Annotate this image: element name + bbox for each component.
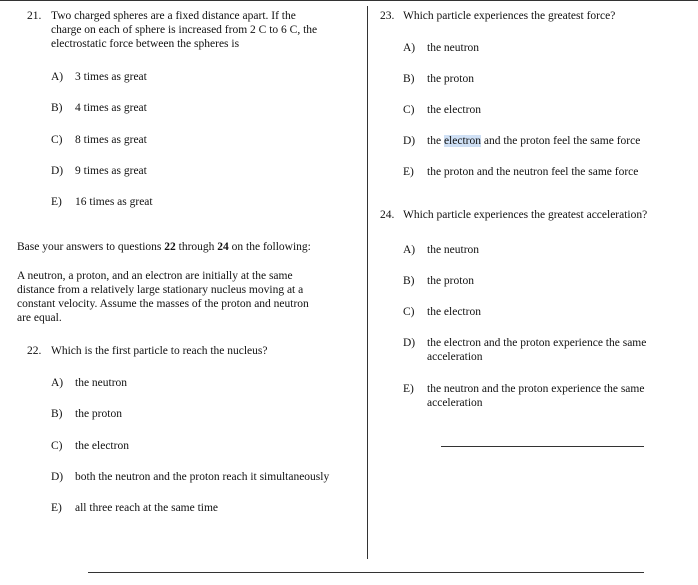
bottom-rule <box>88 572 644 573</box>
option-c[interactable]: C) the electron <box>403 306 481 318</box>
question-text: Which is the first particle to reach the nucleus? <box>51 345 268 357</box>
question-number: 22. <box>27 345 42 357</box>
question-text: Which particle experiences the greatest force? <box>403 10 616 22</box>
answer-rule <box>441 446 644 447</box>
option-c[interactable]: C) the electron <box>51 440 129 452</box>
option-e[interactable]: E) the proton and the neutron feel the same force <box>403 166 639 178</box>
selected-text-highlight[interactable]: electron <box>443 135 481 147</box>
passage-text <box>17 269 309 325</box>
option-c[interactable]: C) 8 times as great <box>51 134 147 146</box>
question-line: Two charged spheres are a fixed distance apart. If the <box>51 10 296 22</box>
option-a[interactable]: A) the neutron <box>403 42 480 54</box>
option-e[interactable]: E) all three reach at the same time <box>51 502 219 514</box>
passage-line: constant velocity. Assume the masses of the proton and neutron <box>17 298 309 310</box>
question-number: 23. <box>380 10 395 22</box>
question-text: Which particle experiences the greatest acceleration? <box>403 209 648 221</box>
question-line: electrostatic force between the spheres is <box>51 38 240 50</box>
option-d[interactable]: D) the electron and the proton feel the same force <box>403 135 641 147</box>
passage-line: are equal. <box>17 312 62 324</box>
option-d[interactable]: D) the electron and the proton experience the same acceleration <box>403 337 647 363</box>
top-rule <box>0 0 698 1</box>
option-e[interactable]: E) 16 times as great <box>51 196 153 208</box>
option-a[interactable]: A) the neutron <box>403 244 480 256</box>
question-number: 21. <box>27 10 42 22</box>
question-line: charge on each of sphere is increased from 2 C to 6 C, the <box>51 24 318 36</box>
passage-line: distance from a relatively large stationary nucleus moving at a <box>17 284 304 296</box>
passage-intro: Base your answers to questions 22 through 24 on the following: <box>17 241 311 253</box>
option-c[interactable]: C) the electron <box>403 104 481 116</box>
question-text <box>51 9 317 51</box>
passage-line: A neutron, a proton, and an electron are initially at the same <box>17 270 293 282</box>
option-b[interactable]: B) the proton <box>403 275 474 287</box>
option-d[interactable]: D) 9 times as great <box>51 165 147 177</box>
option-b[interactable]: B) 4 times as great <box>51 102 147 114</box>
option-b[interactable]: B) the proton <box>403 73 474 85</box>
column-divider <box>367 6 368 559</box>
option-b[interactable]: B) the proton <box>51 408 122 420</box>
option-e[interactable]: E) the neutron and the proton experience the same acceleration <box>403 383 645 409</box>
question-number: 24. <box>380 209 395 221</box>
option-a[interactable]: A) the neutron <box>51 377 128 389</box>
option-d[interactable]: D) both the neutron and the proton reach it simultaneously <box>51 471 330 483</box>
option-a[interactable]: A) 3 times as great <box>51 71 147 83</box>
